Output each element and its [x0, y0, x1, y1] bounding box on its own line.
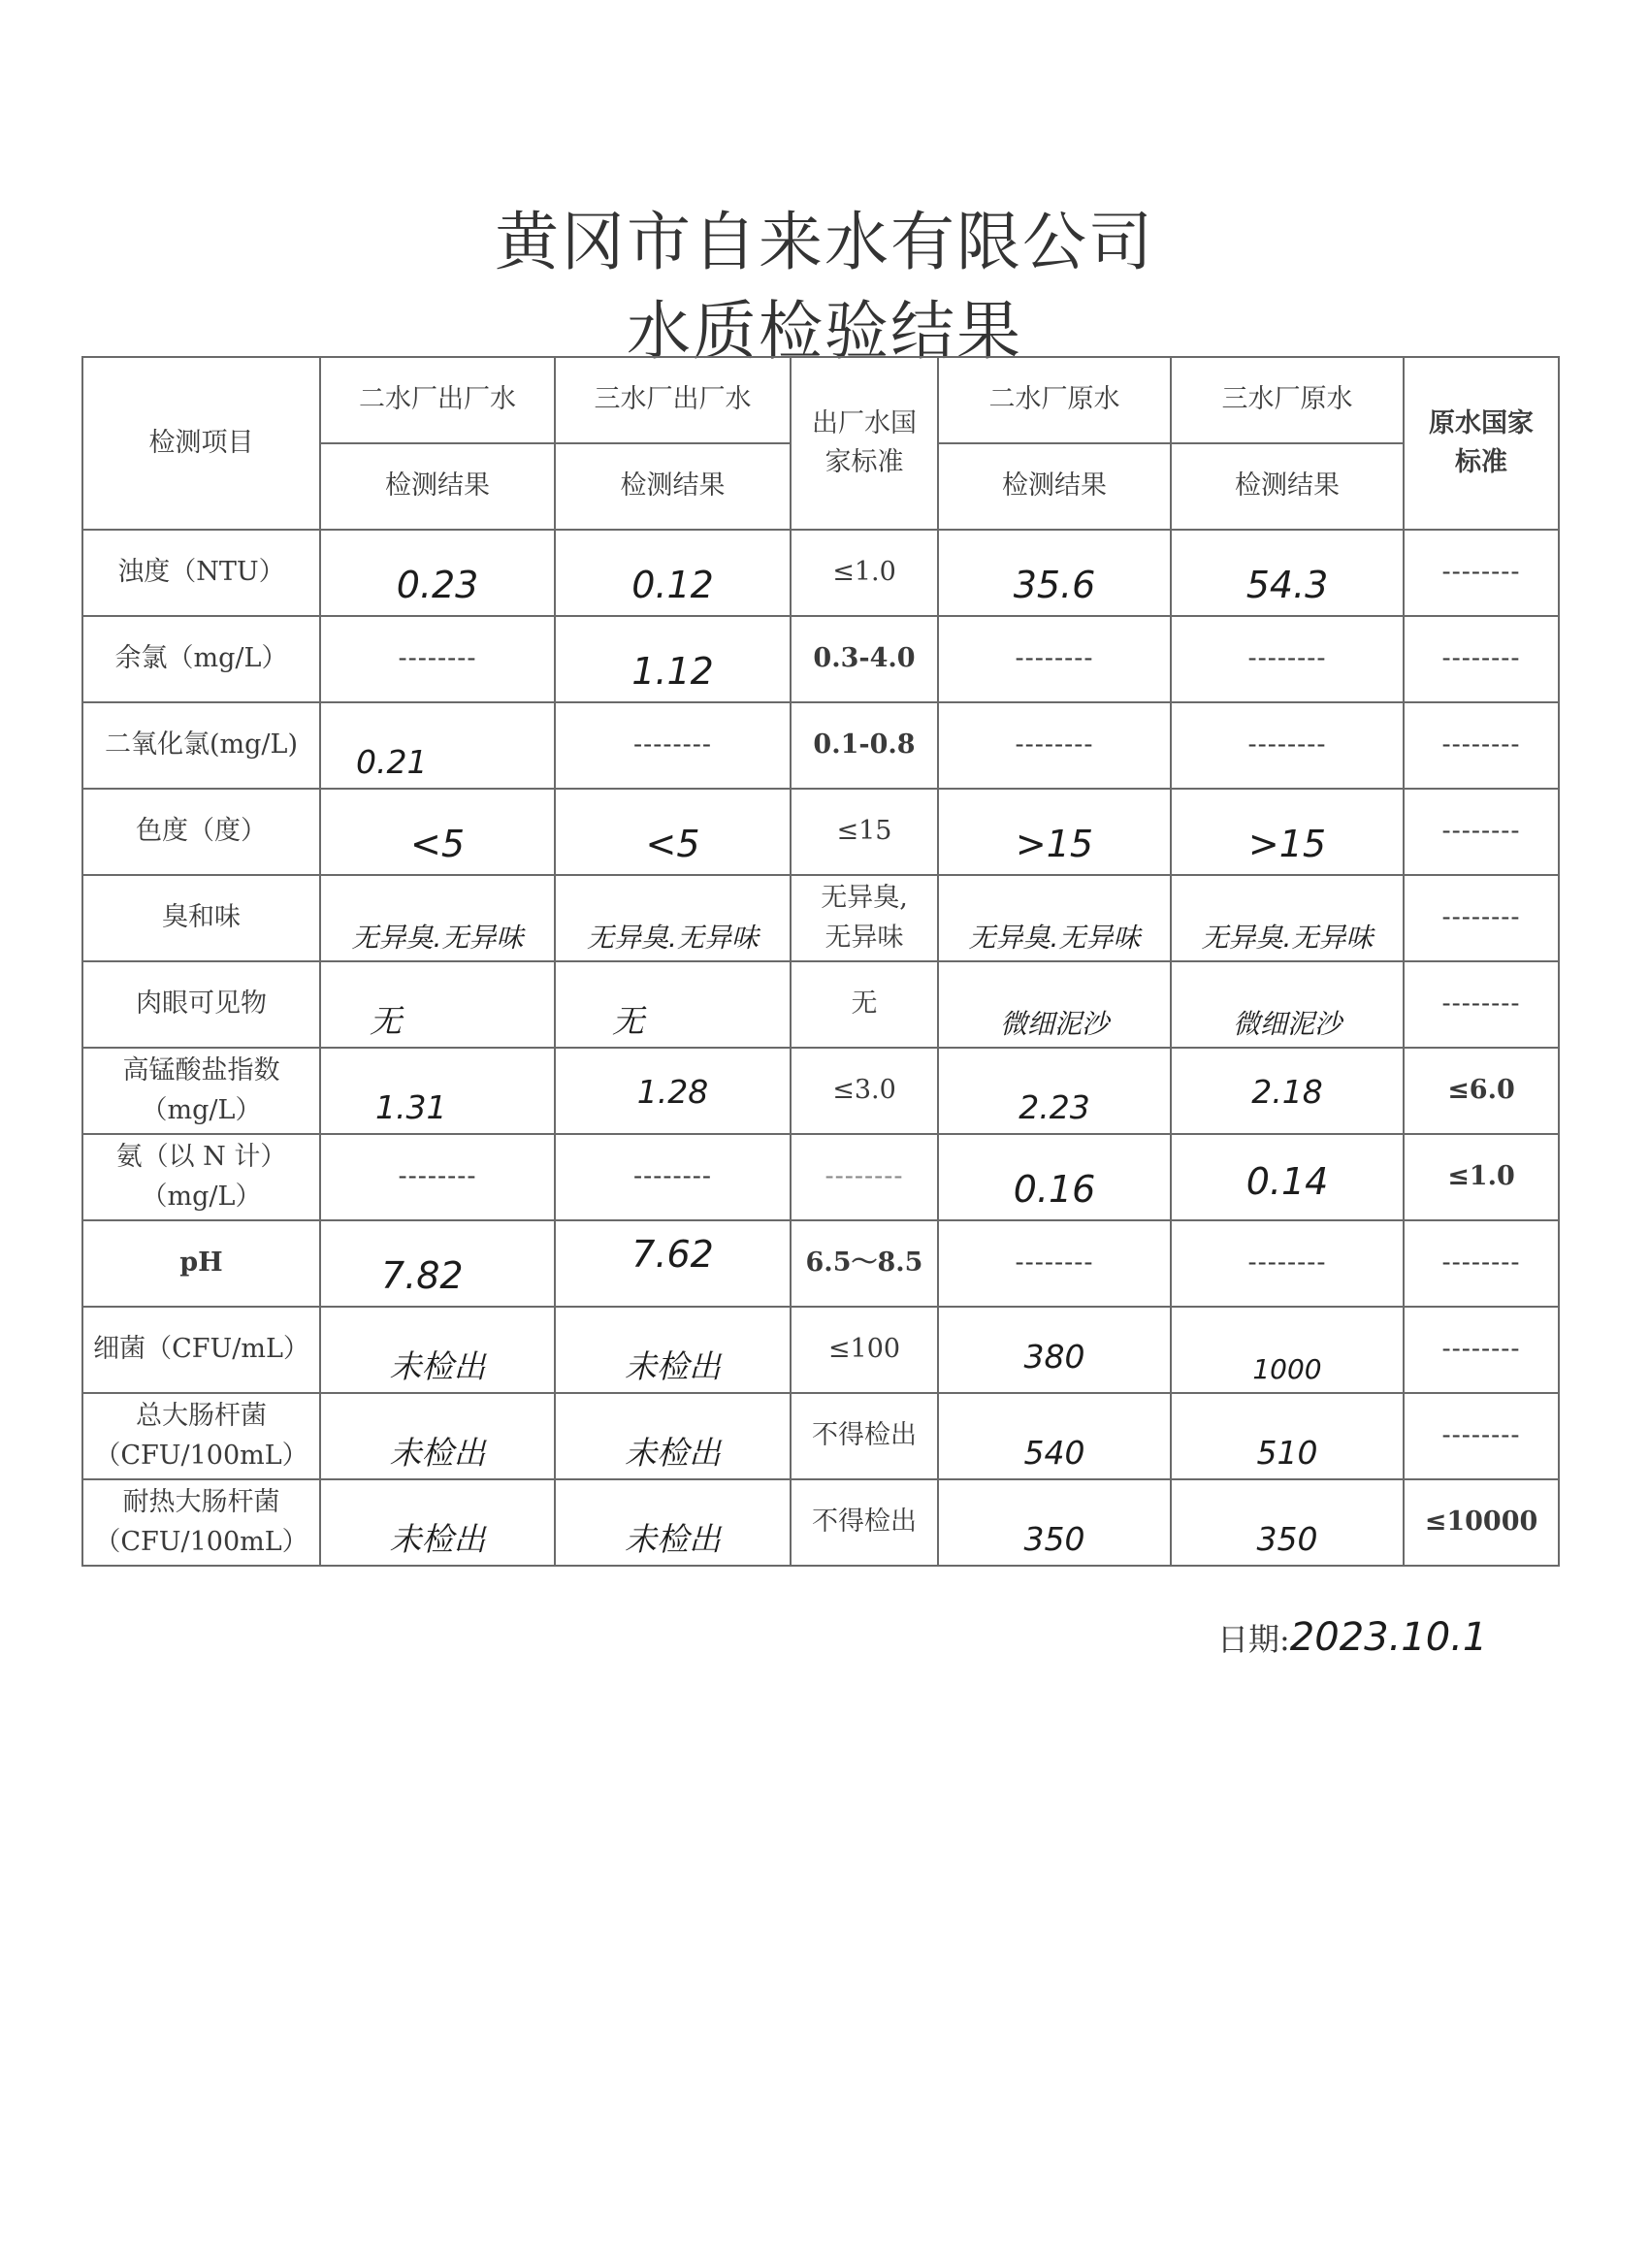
item-line1: 总大肠杆菌: [136, 1401, 267, 1431]
cell-p3-out: 7.62: [631, 1233, 714, 1276]
table-row: [82, 1307, 1559, 1393]
table-row: [82, 789, 1559, 875]
table-row: [82, 961, 1559, 1048]
cell-raw-std: --------: [1404, 702, 1559, 789]
row-item: [82, 1134, 320, 1220]
row-item: 细菌（CFU/mL）: [82, 1307, 320, 1393]
header-raw-std: 原水国家标准: [1404, 357, 1559, 530]
cell-out-std: 0.1-0.8: [791, 702, 938, 789]
cell-p2-raw: --------: [938, 1220, 1171, 1307]
cell-p2-out: 未检出: [389, 1346, 486, 1385]
cell-p3-raw: 510: [1256, 1433, 1318, 1472]
cell-p3-out: 未检出: [625, 1519, 721, 1558]
cell-p3-out: 1.28: [636, 1072, 709, 1111]
cell-out-std: ≤15: [791, 789, 938, 875]
cell-out-std: 无: [791, 961, 938, 1048]
cell-p2-raw: 540: [1023, 1433, 1085, 1472]
table-row: [82, 530, 1559, 616]
cell-p3-raw: 1000: [1252, 1353, 1322, 1385]
cell-p2-raw: 无异臭.无异味: [968, 922, 1141, 954]
date-label: 日期:: [1217, 1621, 1290, 1658]
cell-raw-std: --------: [1404, 1307, 1559, 1393]
cell-out-std: 不得检出: [791, 1479, 938, 1566]
row-item: [82, 1393, 320, 1479]
table-row: [82, 1393, 1559, 1479]
cell-p3-out: 未检出: [625, 1346, 721, 1385]
cell-p3-out: 1.12: [631, 650, 714, 693]
cell-p2-out: --------: [320, 1134, 555, 1220]
cell-raw-std: ≤10000: [1404, 1479, 1559, 1566]
cell-p2-out: 1.31: [375, 1087, 447, 1126]
cell-p3-raw: 无异臭.无异味: [1201, 922, 1374, 954]
cell-p2-raw: --------: [938, 702, 1171, 789]
out-std-line2: 无异味: [824, 922, 904, 953]
cell-p3-out: --------: [555, 1134, 791, 1220]
cell-out-std: 0.3-4.0: [791, 616, 938, 702]
header-row: [82, 357, 1559, 443]
item-line2: （CFU/100mL）: [94, 1440, 308, 1471]
row-item: 余氯（mg/L）: [82, 616, 320, 702]
cell-out-std: ≤3.0: [791, 1048, 938, 1134]
cell-p2-raw: 35.6: [1013, 564, 1096, 606]
cell-out-std: 6.5～8.5: [791, 1220, 938, 1307]
row-item: 色度（度）: [82, 789, 320, 875]
cell-p2-out: 未检出: [389, 1519, 486, 1558]
item-line2: （mg/L）: [141, 1094, 262, 1125]
row-item: [82, 1048, 320, 1134]
header-out-std: 出厂水国家标准: [791, 357, 938, 530]
cell-raw-std: ≤6.0: [1404, 1048, 1559, 1134]
cell-p2-out: 无: [370, 1001, 402, 1040]
item-line2: （CFU/100mL）: [94, 1526, 308, 1557]
cell-out-std: 不得检出: [791, 1393, 938, 1479]
header-result: 检测结果: [1171, 443, 1404, 530]
table-row: [82, 875, 1559, 961]
table-row: [82, 1048, 1559, 1134]
row-item: 浊度（NTU）: [82, 530, 320, 616]
item-line1: 氨（以 N 计）: [115, 1142, 287, 1172]
results-table: [81, 356, 1560, 1567]
item-line1: 高锰酸盐指数: [122, 1055, 280, 1085]
cell-p2-raw: >15: [1015, 823, 1094, 865]
table-row: [82, 1134, 1559, 1220]
cell-p2-raw: 380: [1023, 1337, 1085, 1376]
header-plant2-out: 二水厂出厂水: [320, 357, 555, 443]
cell-p2-out: 0.21: [356, 742, 428, 781]
cell-p3-raw: 2.18: [1251, 1072, 1323, 1111]
cell-raw-std: --------: [1404, 789, 1559, 875]
company-title: 黄冈市自来水有限公司: [495, 205, 1154, 279]
cell-p3-raw: 0.14: [1245, 1160, 1329, 1203]
cell-p2-out: --------: [320, 616, 555, 702]
cell-p3-raw: --------: [1171, 702, 1404, 789]
cell-out-std: --------: [791, 1134, 938, 1220]
cell-p3-raw: --------: [1171, 1220, 1404, 1307]
header-plant3-out: 三水厂出厂水: [555, 357, 791, 443]
out-std-line1: 无异臭,: [821, 883, 908, 913]
row-item: [82, 1479, 320, 1566]
table-row: [82, 1479, 1559, 1566]
cell-p2-raw: 0.16: [1013, 1168, 1096, 1211]
cell-raw-std: --------: [1404, 875, 1559, 961]
cell-p2-out: 7.82: [381, 1254, 464, 1297]
cell-out-std: [791, 875, 938, 961]
cell-raw-std: --------: [1404, 530, 1559, 616]
cell-p2-raw: 微细泥沙: [999, 1008, 1109, 1040]
cell-raw-std: --------: [1404, 961, 1559, 1048]
header-plant2-raw: 二水厂原水: [938, 357, 1171, 443]
table-row: [82, 616, 1559, 702]
cell-raw-std: ≤1.0: [1404, 1134, 1559, 1220]
item-line2: （mg/L）: [141, 1181, 262, 1212]
cell-raw-std: --------: [1404, 1220, 1559, 1307]
report-title: 水质检验结果: [627, 294, 1022, 369]
cell-p3-out: <5: [645, 823, 700, 865]
cell-raw-std: --------: [1404, 616, 1559, 702]
table-row: [82, 1220, 1559, 1307]
item-line1: 耐热大肠杆菌: [122, 1487, 280, 1517]
cell-p3-out: 无: [612, 1001, 644, 1040]
cell-p2-raw: --------: [938, 616, 1171, 702]
cell-p3-raw: >15: [1247, 823, 1327, 865]
table-row: [82, 702, 1559, 789]
row-item: pH: [82, 1220, 320, 1307]
cell-p3-out: --------: [555, 702, 791, 789]
cell-p2-out: <5: [409, 823, 466, 865]
cell-raw-std: --------: [1404, 1393, 1559, 1479]
date-value: 2023.10.1: [1289, 1615, 1488, 1660]
header-result: 检测结果: [320, 443, 555, 530]
cell-p2-out: 无异臭.无异味: [351, 922, 524, 954]
header-plant3-raw: 三水厂原水: [1171, 357, 1404, 443]
cell-p3-out: 0.12: [631, 564, 714, 606]
row-item: 肉眼可见物: [82, 961, 320, 1048]
row-item: 二氧化氯(mg/L): [82, 702, 320, 789]
cell-p3-out: 无异臭.无异味: [587, 922, 759, 954]
cell-p3-raw: --------: [1171, 616, 1404, 702]
cell-p2-raw: 350: [1023, 1519, 1085, 1558]
cell-p3-raw: 54.3: [1245, 564, 1329, 606]
cell-p3-raw: 微细泥沙: [1232, 1008, 1342, 1040]
cell-p3-raw: 350: [1256, 1519, 1318, 1558]
header-result: 检测结果: [938, 443, 1171, 530]
cell-p3-out: 未检出: [625, 1433, 721, 1472]
cell-p2-raw: 2.23: [1018, 1087, 1090, 1126]
cell-out-std: ≤100: [791, 1307, 938, 1393]
header-result: 检测结果: [555, 443, 791, 530]
cell-p2-out: 未检出: [389, 1433, 486, 1472]
header-item: 检测项目: [82, 357, 320, 530]
cell-out-std: ≤1.0: [791, 530, 938, 616]
cell-p2-out: 0.23: [396, 564, 479, 606]
row-item: 臭和味: [82, 875, 320, 961]
date-line: [1217, 1615, 1487, 1660]
